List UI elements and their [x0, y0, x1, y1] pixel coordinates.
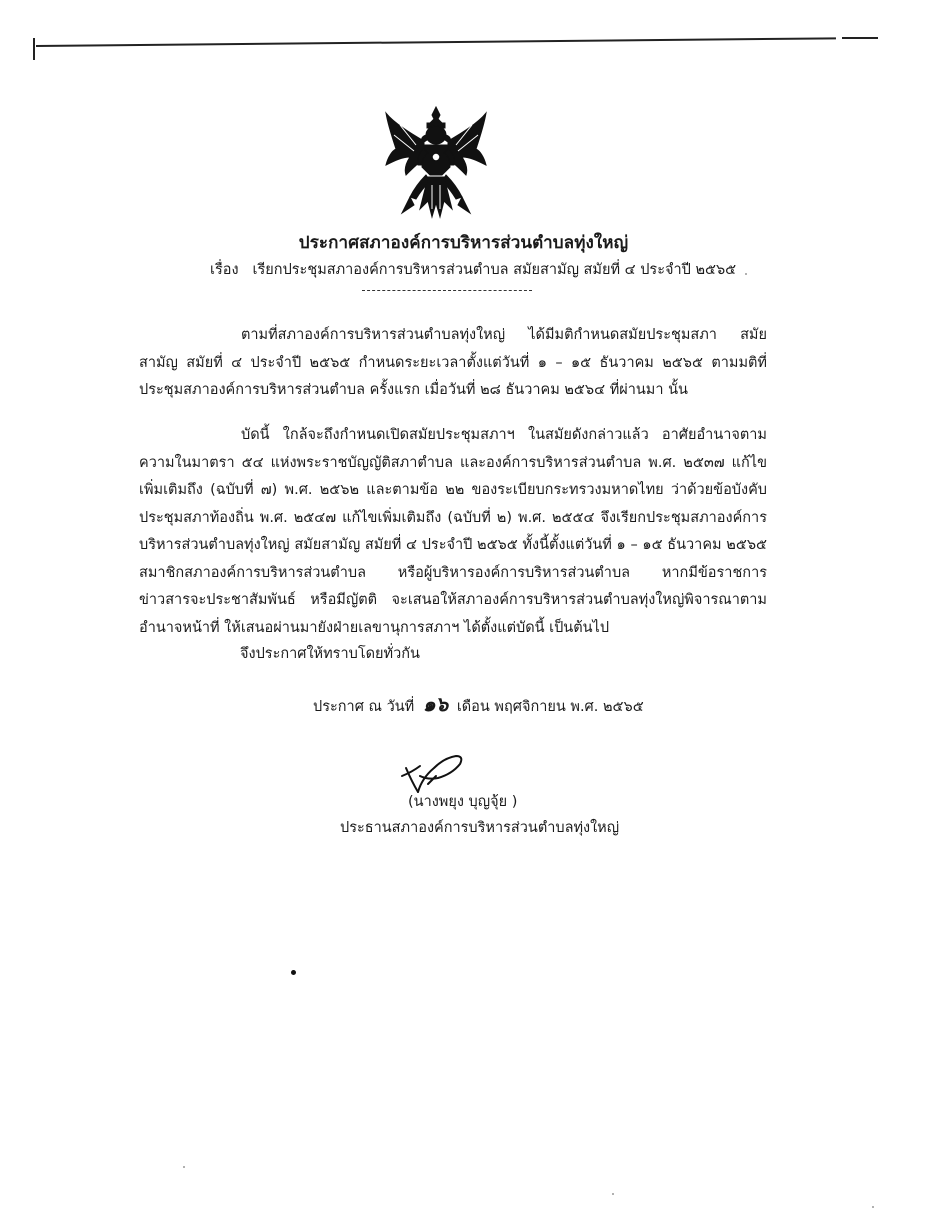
- scan-border-top: [36, 37, 836, 47]
- scan-border-left: [33, 38, 35, 60]
- scan-speck: [745, 273, 747, 275]
- subject-text: เรียกประชุมสภาองค์การบริหารส่วนตำบล สมัยสามัญ สมัยที่ ๔ ประจำปี ๒๕๖๕: [252, 262, 737, 278]
- subject-line: [210, 258, 830, 281]
- date-prefix: ประกาศ ณ วันที่: [313, 699, 415, 715]
- signer-name: (นางพยุง บุญจุ้ย ): [408, 794, 518, 810]
- body-paragraph-1: ตามที่สภาองค์การบริหารส่วนตำบลทุ่งใหญ่ ได้มีมติกำหนดสมัยประชุมสภา สมัยสามัญ สมัยที่ ๔ ประจำปี ๒๕๖๕ กำหนดระยะเวลาตั้งแต่วันที่ ๑ – ๑๕ ธันวาคม ๒๕๖๕ ตามมติที่ประชุมสภาองค์การบริหารส่วนตำบล ครั้งแรก เมื่อวันที่ ๒๘ ธันวาคม ๒๕๖๔ ที่ผ่านมา นั้น: [139, 327, 767, 398]
- body-paragraph-2: บัดนี้ ใกล้จะถึงกำหนดเปิดสมัยประชุมสภาฯ ในสมัยดังกล่าวแล้ว อาศัยอำนาจตามความในมาตรา ๕๔ แห่งพระราชบัญญัติสภาตำบล และองค์การบริหารส่วนตำบล พ.ศ. ๒๕๓๗ แก้ไขเพิ่มเติมถึง (ฉบับที่ ๗) พ.ศ. ๒๕๖๒ และตามข้อ ๒๒ ของระเบียบกระทรวงมหาดไทย ว่าด้วยข้อบังคับประชุมสภาท้องถิ่น พ.ศ. ๒๕๔๗ แก้ไขเพิ่มเติมถึง (ฉบับที่ ๒) พ.ศ. ๒๕๕๔ จึงเรียกประชุมสภาองค์การบริหารส่วนตำบลทุ่งใหญ่ สมัยสามัญ สมัยที่ ๔ ประจำปี ๒๕๖๕ ทั้งนี้ตั้งแต่วันที่ ๑ – ๑๕ ธันวาคม ๒๕๖๕ สมาชิกสภาองค์การบริหารส่วนตำบล หรือผู้บริหารองค์การบริหารส่วนตำบล หากมีข้อราชการ ข่าวสารจะประชาสัมพันธ์ หรือมีญัตติ จะเสนอให้สภาองค์การบริหารส่วนตำบลทุ่งใหญ่พิจารณาตามอำนาจหน้าที่ ให้เสนอผ่านมายังฝ่ายเลขานุการสภาฯ ได้ตั้งแต่บัดนี้ เป็นต้นไป: [139, 427, 767, 636]
- scan-speck: [183, 1166, 185, 1168]
- closing-statement: จึงประกาศให้ทราบโดยทั่วกัน: [240, 646, 420, 662]
- date-line: [313, 688, 644, 720]
- date-day-handwritten: ๑๖: [422, 692, 449, 716]
- scan-speck: [872, 1206, 874, 1208]
- garuda-emblem-icon: [380, 105, 492, 223]
- scan-dot: [291, 970, 296, 975]
- signer-position: ประธานสภาองค์การบริหารส่วนตำบลทุ่งใหญ่: [340, 820, 620, 836]
- scan-border-top-right: [842, 37, 878, 39]
- document-title: ประกาศสภาองค์การบริหารส่วนตำบลทุ่งใหญ่: [298, 233, 629, 253]
- scan-speck: [612, 1193, 614, 1195]
- date-suffix: เดือน พฤศจิกายน พ.ศ. ๒๕๖๕: [456, 699, 644, 715]
- divider-dashed: [362, 290, 532, 291]
- subject-label: เรื่อง: [210, 262, 239, 278]
